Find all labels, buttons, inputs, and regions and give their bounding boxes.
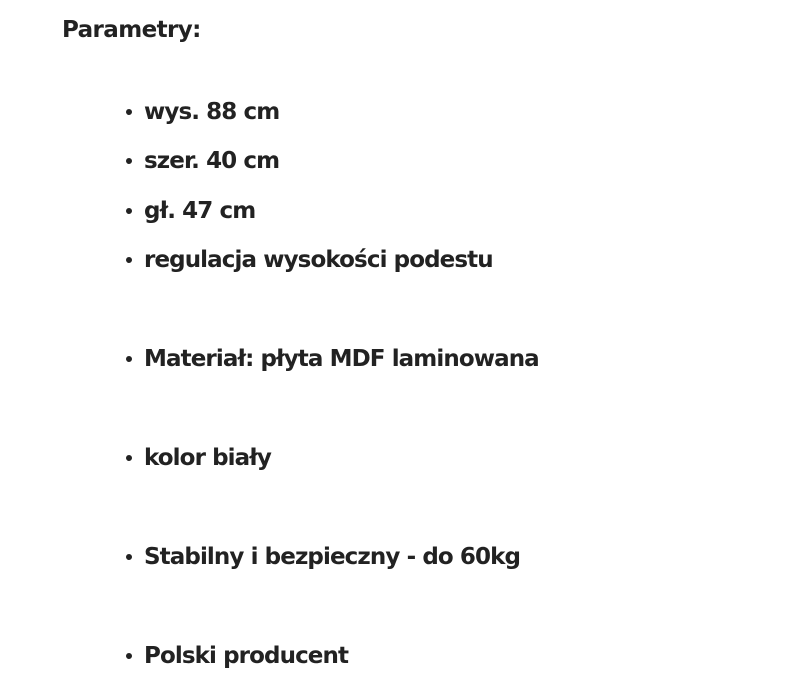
- list-item: [126, 196, 255, 226]
- list-item-text: Materiał: płyta MDF laminowana: [144, 346, 539, 372]
- list-item: [126, 97, 279, 127]
- bullet-icon: [126, 208, 132, 214]
- list-item-text: Polski producent: [144, 643, 349, 669]
- list-item-text: szer. 40 cm: [144, 148, 280, 174]
- list-item-text: Stabilny i bezpieczny - do 60kg: [144, 544, 521, 570]
- list-item: [126, 146, 279, 176]
- section-heading: Parametry:: [62, 17, 201, 43]
- list-item: [126, 245, 493, 275]
- bullet-icon: [126, 109, 132, 115]
- list-item-text: wys. 88 cm: [144, 99, 280, 125]
- bullet-icon: [126, 554, 132, 560]
- bullet-icon: [126, 158, 132, 164]
- bullet-icon: [126, 257, 132, 263]
- list-item-text: regulacja wysokości podestu: [144, 247, 493, 273]
- list-item: [126, 641, 348, 671]
- list-item: [126, 542, 520, 572]
- bullet-icon: [126, 356, 132, 362]
- bullet-icon: [126, 653, 132, 659]
- list-item: [126, 344, 539, 374]
- bullet-icon: [126, 455, 132, 461]
- list-item-text: gł. 47 cm: [144, 198, 256, 224]
- list-item-text: kolor biały: [144, 445, 272, 471]
- list-item: [126, 443, 271, 473]
